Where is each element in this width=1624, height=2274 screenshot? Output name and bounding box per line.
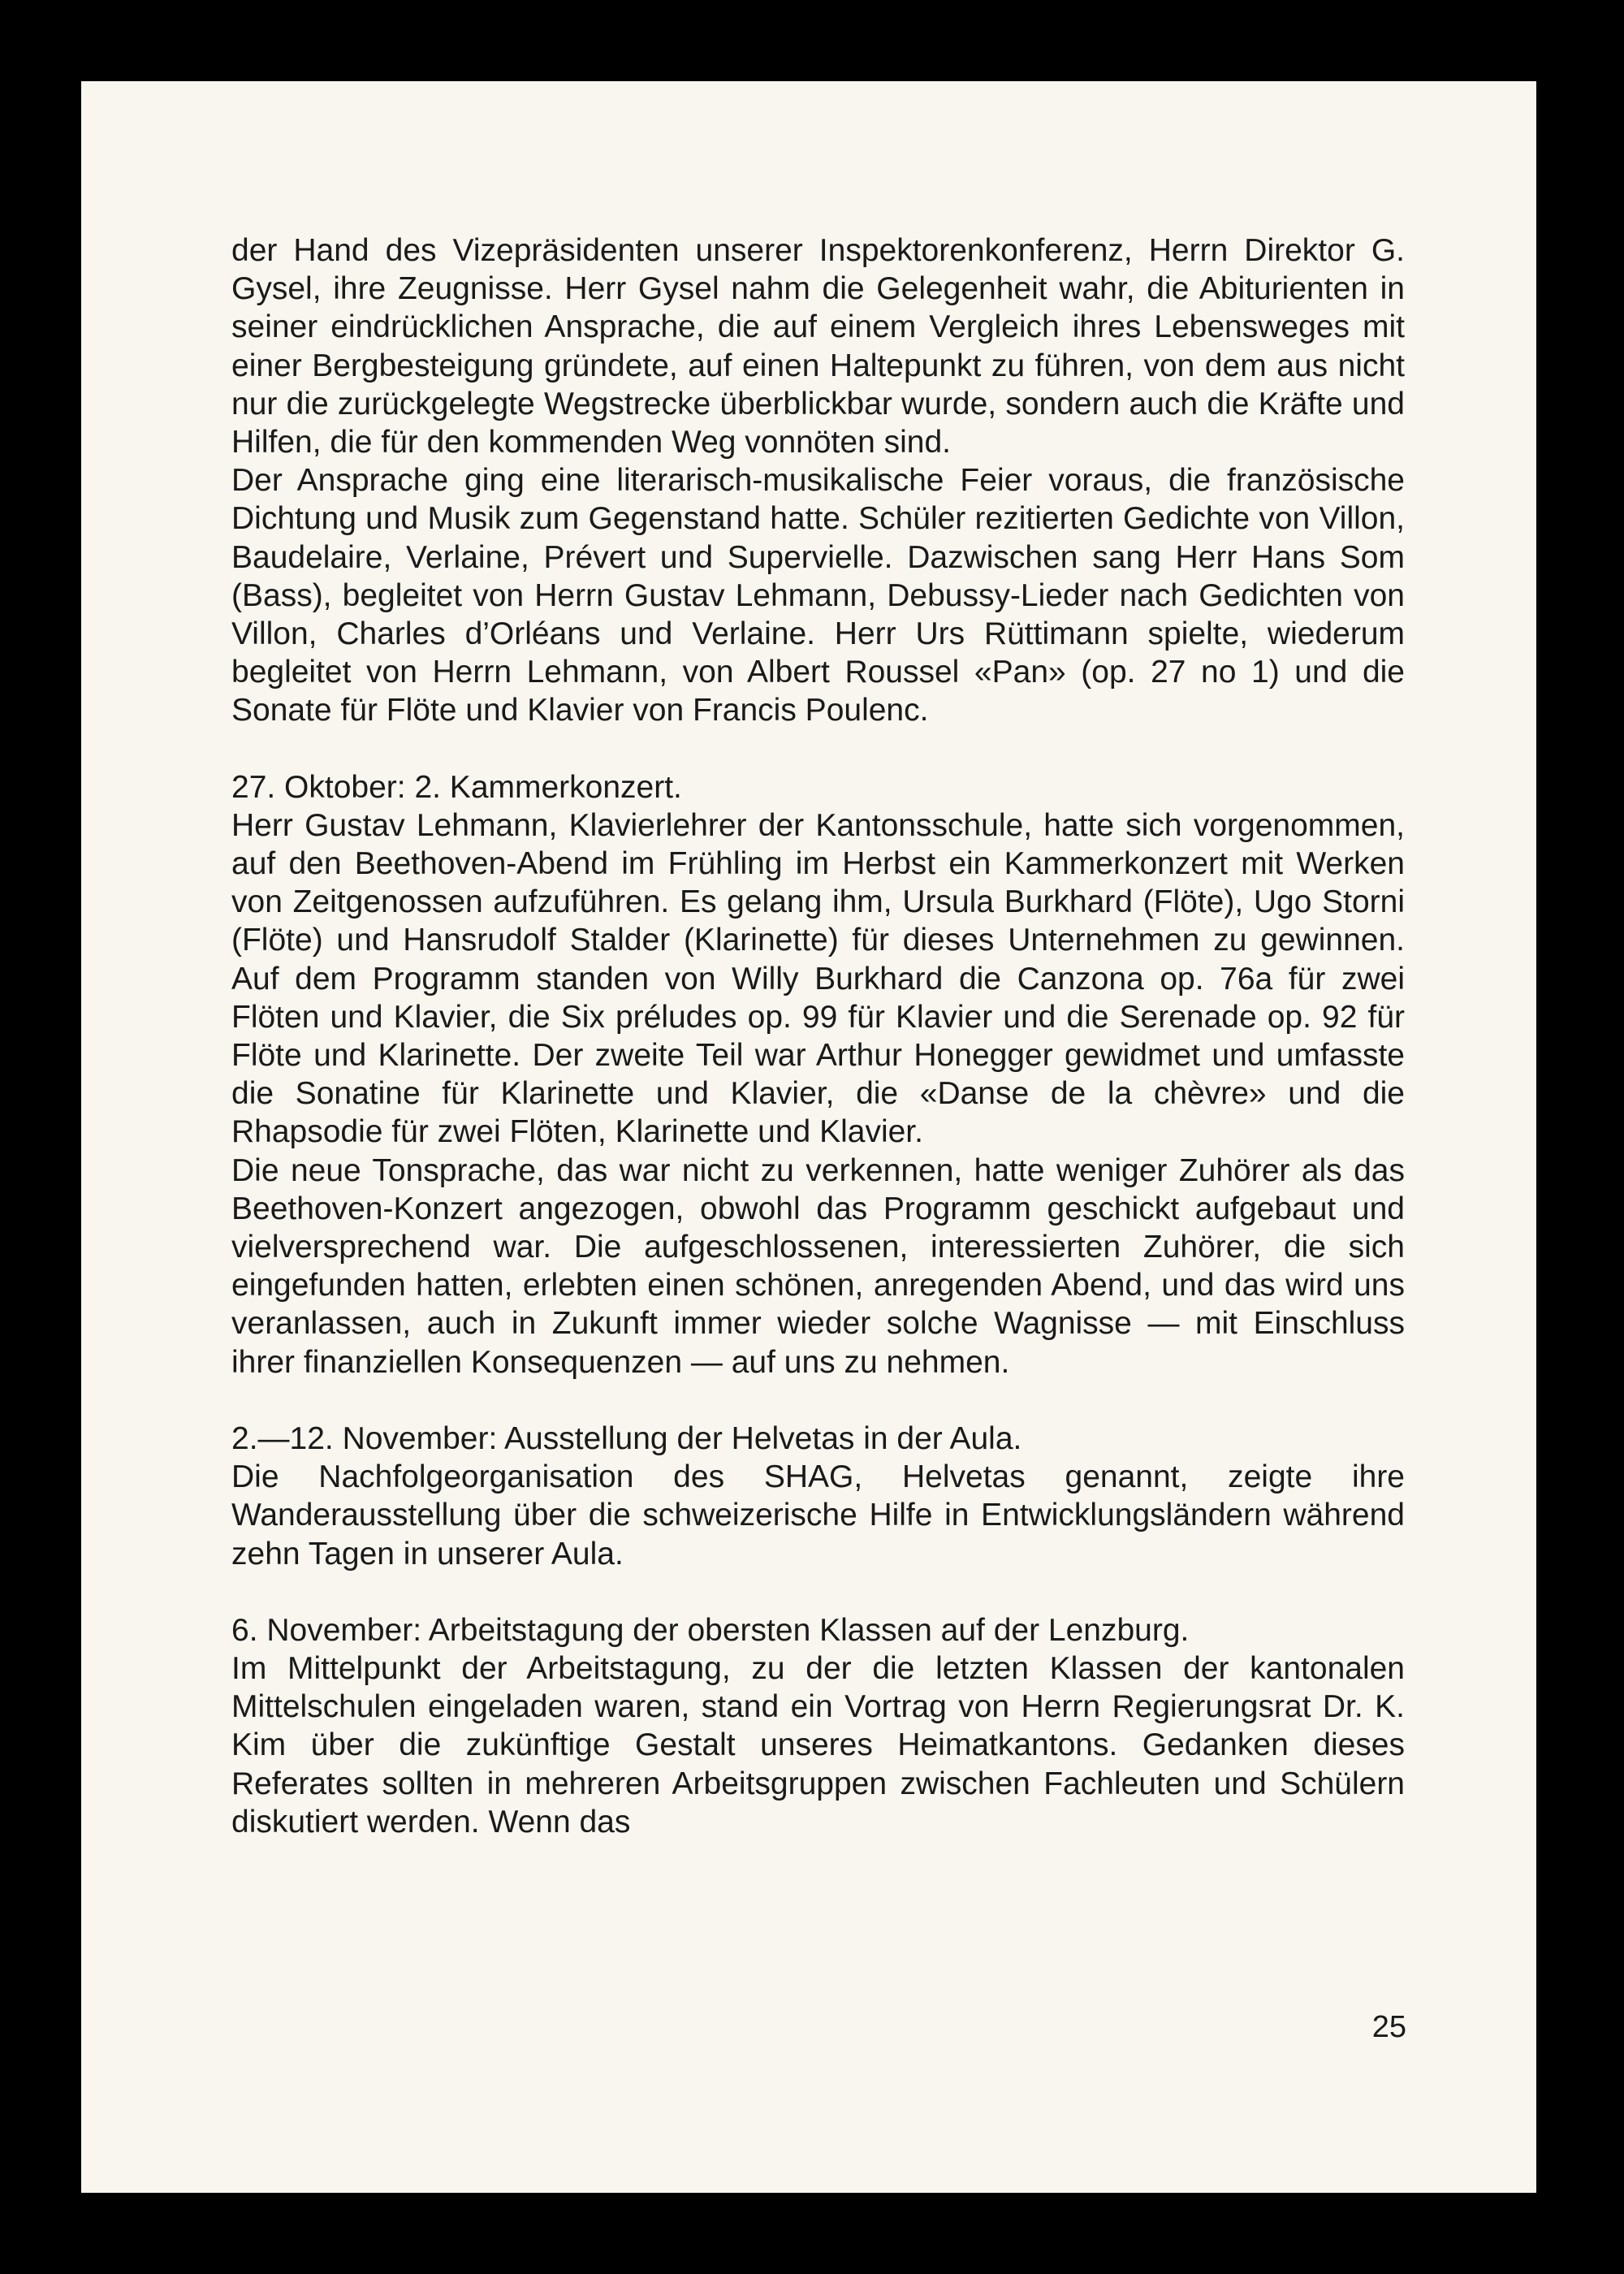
- paragraph-1: [231, 231, 1405, 730]
- paragraph-text-line: der Hand des Vizepräsidenten unserer Inspektorenkonferenz, Herrn Direktor G. Gysel, ihre Zeugnisse. Herr Gysel nahm die Gelegenheit wahr, die Abiturienten in seiner eindrücklichen Ansprache, die auf einem Vergleich ihres Lebensweges mit einer Bergbesteigung gründete, auf einen Haltepunkt zu führen, von dem aus nicht nur die zurückgelegte Wegstrecke überblickbar wurde, sondern auch die Kräfte und Hilfen, die für den kommenden Weg vonnöten sind.: [231, 233, 1405, 460]
- paragraph-heading: 6. November: Arbeitstagung der obersten Klassen auf der Lenzburg.: [231, 1612, 1190, 1648]
- paragraph-text-line: Herr Gustav Lehmann, Klavierlehrer der Kantonsschule, hatte sich vorgenommen, auf den Beethoven-Abend im Frühling im Herbst ein Kammerkonzert mit Werken von Zeitgenossen aufzuführen. Es gelang ihm, Ursula Burkhard (Flöte), Ugo Storni (Flöte) und Hansrudolf Stalder (Klarinette) für dieses Unternehmen zu gewinnen. Auf dem Programm standen von Willy Burkhard die Canzona op. 76a für zwei Flöten und Klavier, die Six préludes op. 99 für Klavier und die Serenade op. 92 für Flöte und Klarinette. Der zweite Teil war Arthur Honegger gewidmet und umfasste die Sonatine für Klarinette und Klavier, die «Danse de la chèvre» und die Rhapsodie für zwei Flöten, Klarinette und Klavier.: [231, 807, 1405, 1150]
- paragraph-text: Die Nachfolgeorganisation des SHAG, Helvetas genannt, zeigte ihre Wanderausstellung über die schweizerische Hilfe in Entwicklungsländern während zehn Tagen in unserer Aula.: [231, 1459, 1405, 1571]
- paragraph-text: [231, 806, 1405, 1381]
- paragraph-2: [231, 768, 1405, 1381]
- paragraph-text: [231, 231, 1405, 730]
- paragraph-heading: 27. Oktober: 2. Kammerkonzert.: [231, 769, 682, 805]
- page-body: [231, 231, 1405, 1841]
- paragraph-text: Im Mittelpunkt der Arbeitstagung, zu der die letzten Klassen der kantonalen Mittelschulen eingeladen waren, stand ein Vortrag von Herrn Regierungsrat Dr. K. Kim über die zukünftige Gestalt unseres Heimatkantons. Gedanken dieses Referates sollten in mehreren Arbeitsgruppen zwischen Fachleuten und Schülern diskutiert werden. Wenn das: [231, 1650, 1405, 1840]
- page-number: 25: [1371, 2010, 1406, 2044]
- paragraph-4: [231, 1611, 1405, 1841]
- paragraph-text-line: Die neue Tonsprache, das war nicht zu verkennen, hatte weniger Zuhörer als das Beethoven-Konzert angezogen, obwohl das Programm geschickt aufgebaut und vielversprechend war. Die aufgeschlossenen, interessierten Zuhörer, die sich eingefunden hatten, erlebten einen schönen, anregenden Abend, und das wird uns veranlassen, auch in Zukunft immer wieder solche Wagnisse — mit Einschluss ihrer finanziellen Konsequenzen — auf uns zu nehmen.: [231, 1152, 1405, 1380]
- paragraph-text-line: Der Ansprache ging eine literarisch-musikalische Feier voraus, die französische Dichtung und Musik zum Gegenstand hatte. Schüler rezitierten Gedichte von Villon, Baudelaire, Verlaine, Prévert und Supervielle. Dazwischen sang Herr Hans Som (Bass), begleitet von Herrn Gustav Lehmann, Debussy-Lieder nach Gedichten von Villon, Charles d’Orléans und Verlaine. Herr Urs Rüttimann spielte, wiederum begleitet von Herrn Lehmann, von Albert Roussel «Pan» (op. 27 no 1) und die Sonate für Flöte und Klavier von Francis Poulenc.: [231, 463, 1405, 728]
- paragraph-heading: 2.—12. November: Ausstellung der Helvetas in der Aula.: [231, 1420, 1022, 1456]
- paragraph-3: [231, 1420, 1405, 1573]
